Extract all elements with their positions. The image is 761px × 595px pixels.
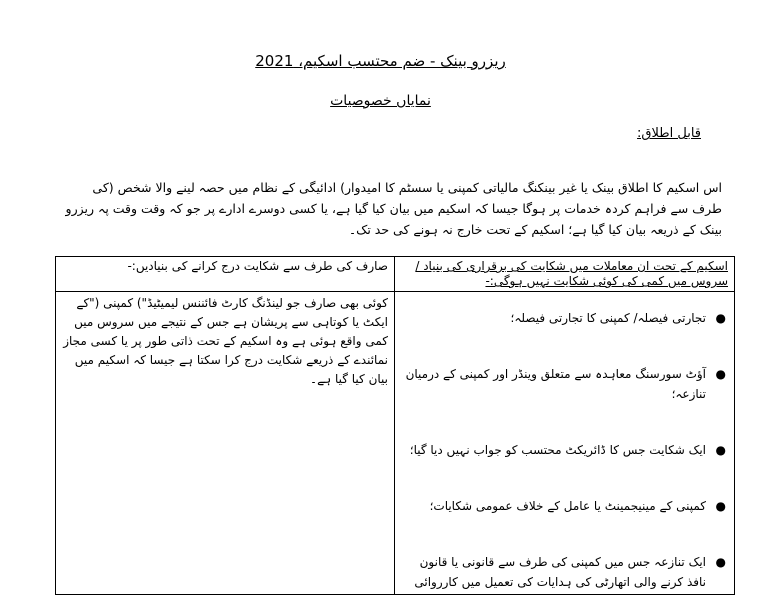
bullet-icon: ● — [715, 499, 726, 513]
header-left-cell: صارف کی طرف سے شکایت درج کرانے کی بنیادیں:- — [56, 257, 395, 292]
list-item — [401, 552, 728, 592]
bullet-icon: ● — [715, 555, 726, 569]
list-item — [401, 308, 728, 328]
grounds-table — [55, 256, 735, 595]
list-item-text: آؤٹ سورسنگ معاہدہ سے متعلق وینڈر اور کمپنی کے درمیان تنازعہ؛ — [405, 367, 706, 401]
body-right-cell — [395, 292, 735, 595]
applicability-heading: قابل اطلاق: — [637, 126, 701, 141]
list-item — [401, 496, 728, 516]
table-body-row — [56, 292, 735, 595]
list-item — [401, 440, 728, 460]
document-subtitle: نمایاں خصوصیات — [330, 93, 431, 109]
intro-paragraph: اس اسکیم کا اطلاق بینک یا غیر بینکنگ مالیاتی کمپنی یا سسٹم کا امیدوار) ادائیگی کے نظام میں حصہ لینے والا شخص (کی طرف سے فراہم کردہ خدمات پر ہوگا جیسا کہ اسکیم میں بیان کیا گیا ہے، یا کسی دوسرے ادارے پر جو کہ وقت وقت پہ ریزرو بینک کے ذریعہ بیان کیا گیا ہے؛ اسکیم کے تحت خارج نہ ہونے کی حد تک۔ — [65, 180, 722, 237]
document-title: ریزرو بینک - ضم محتسب اسکیم، 2021 — [255, 52, 506, 70]
exclusions-list — [401, 308, 728, 592]
bullet-icon: ● — [715, 367, 726, 381]
list-item-text: ایک شکایت جس کا ڈائریکٹ محتسب کو جواب نہیں دیا گیا؛ — [409, 443, 706, 457]
body-left-cell: کوئی بھی صارف جو لینڈنگ کارٹ فائننس لیمیٹیڈ") کمپنی ("کے ایکٹ یا کوتاہی سے پریشان ہے جس کے نتیجے میں سروس میں کمی واقع ہوئی ہے وہ اسکیم کے تحت ذاتی طور پر یا کسی مجاز نمائندے کے ذریعے شکایت درج کرا سکتا ہے جیسا کہ اسکیم میں بیان کیا گیا ہے۔ — [56, 292, 395, 595]
table-header-row — [56, 257, 735, 292]
list-item — [401, 364, 728, 404]
list-item-text: تجارتی فیصلہ/ کمپنی کا تجارتی فیصلہ؛ — [510, 311, 706, 325]
bullet-icon: ● — [715, 443, 726, 457]
list-item-text: کمپنی کے مینیجمینٹ یا عامل کے خلاف عمومی شکایات؛ — [429, 499, 706, 513]
bullet-icon: ● — [715, 311, 726, 325]
header-right-cell: اسکیم کے تحت ان معاملات میں شکایت کی برقراری کی بنیاد / سروس میں کمی کی کوئی شکایت نہیں ہوگی:- — [395, 257, 735, 292]
list-item-text: ایک تنازعہ جس میں کمپنی کی طرف سے قانونی یا قانون نافذ کرنے والی اتھارٹی کی ہدایات کی تعمیل میں کارروائی — [414, 555, 706, 589]
